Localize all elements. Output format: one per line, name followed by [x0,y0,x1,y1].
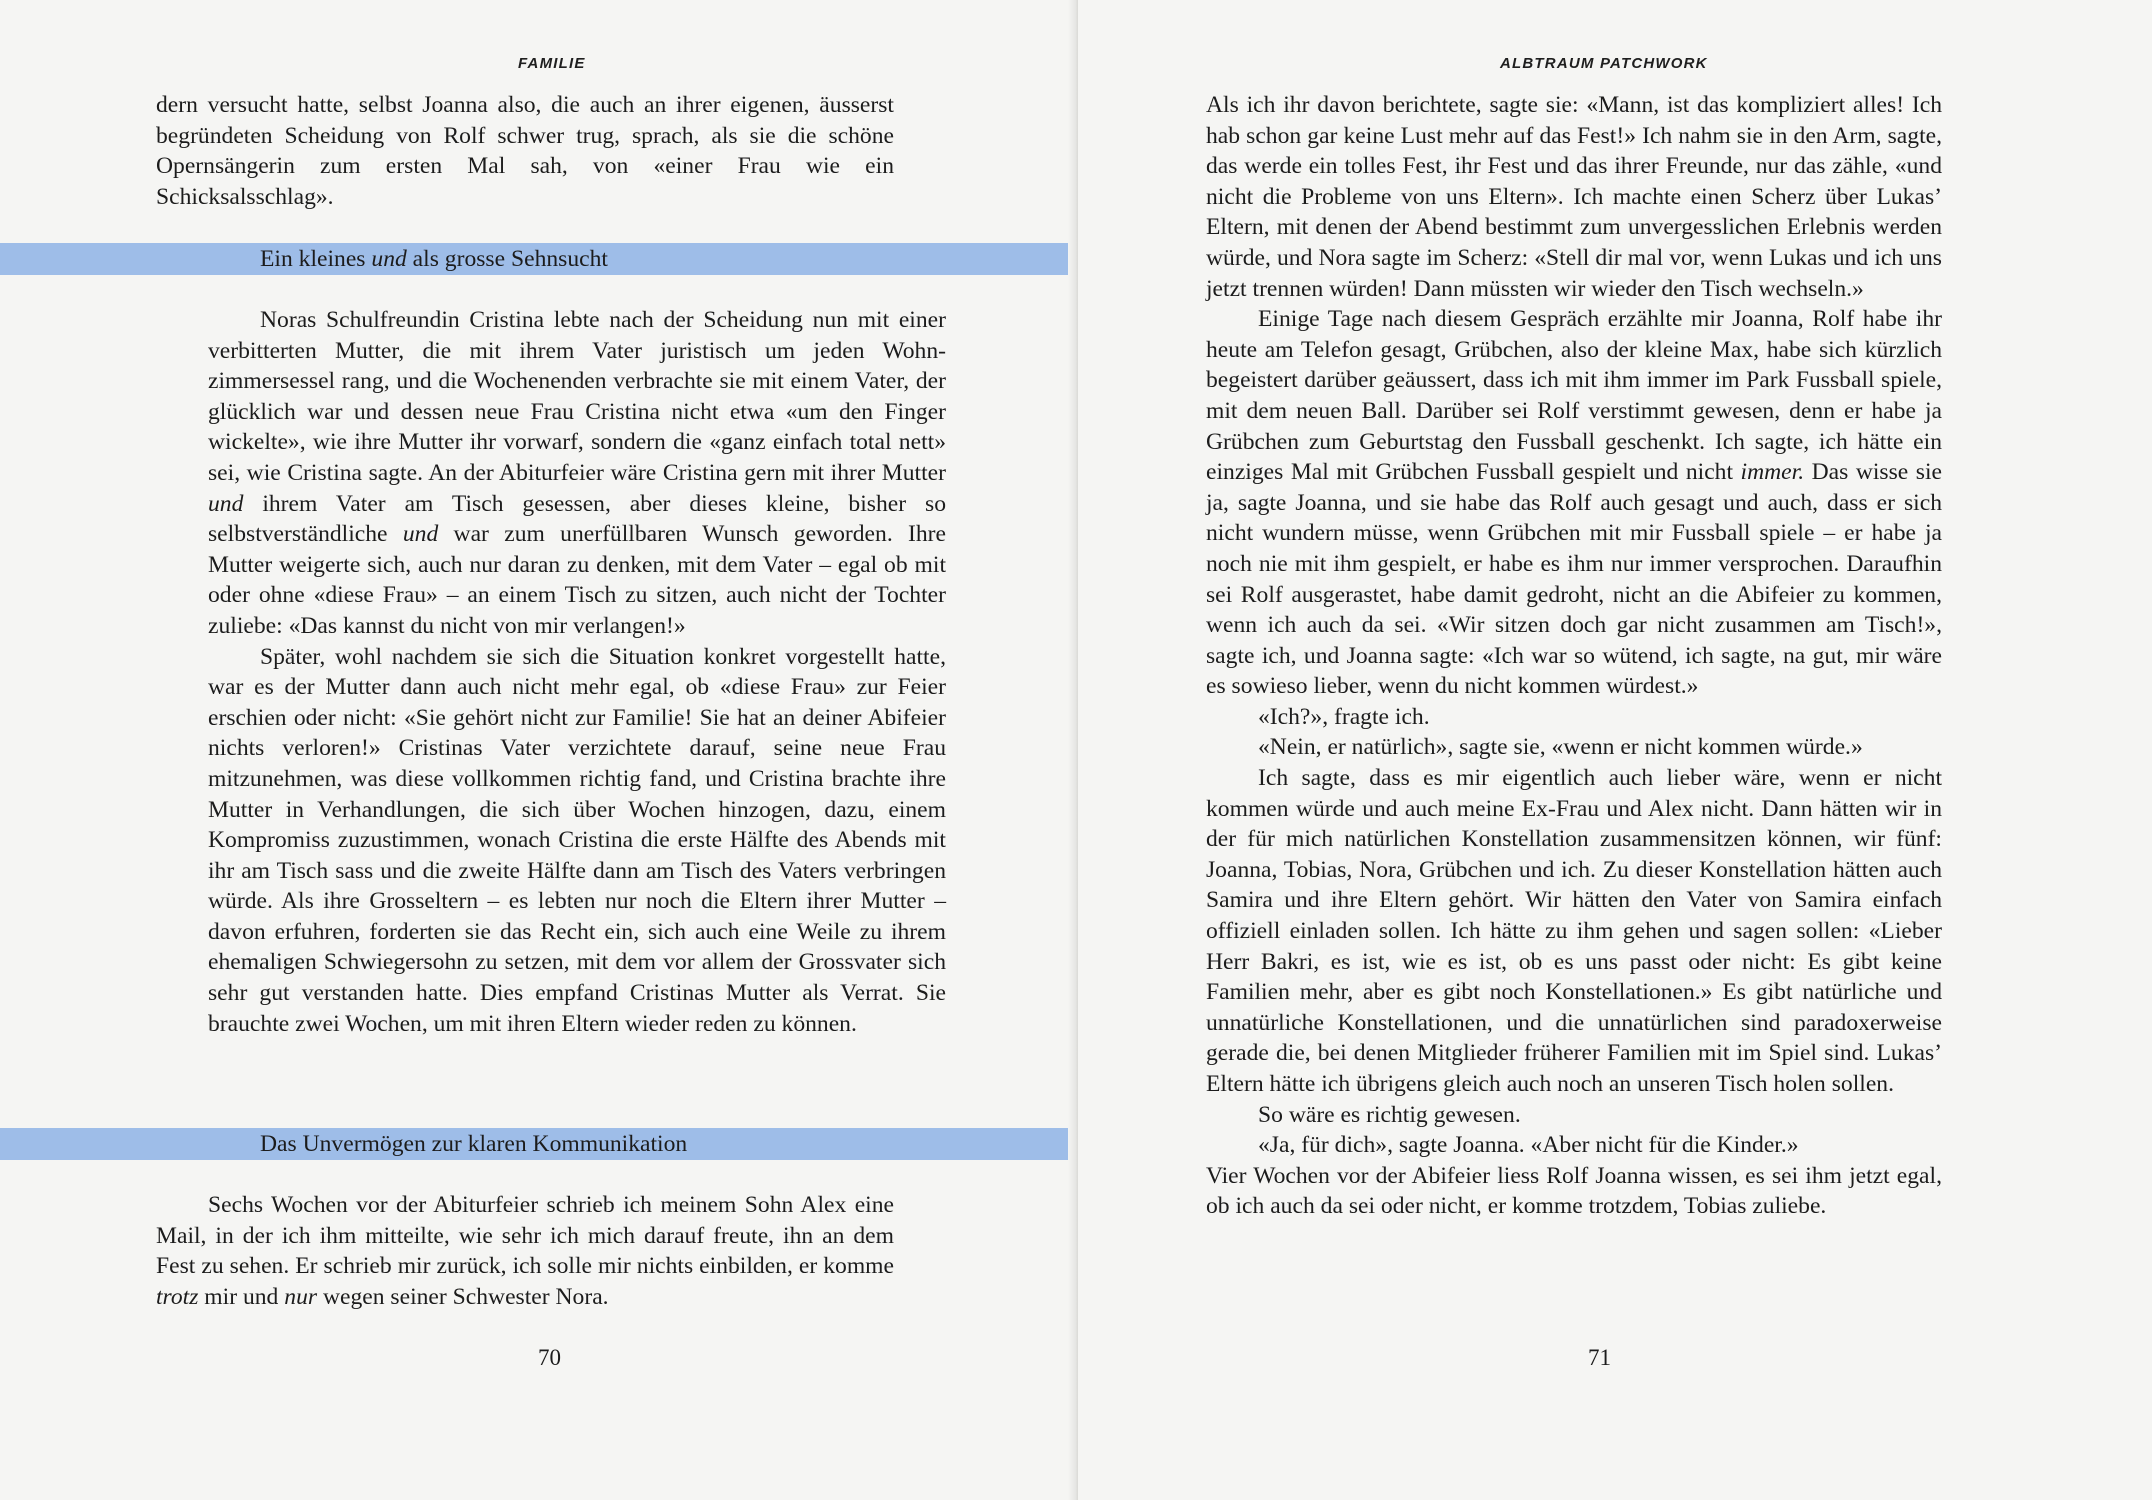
right-paragraph-6: So wäre es richtig gewesen. [1258,1101,1521,1128]
right-paragraph-2: Einige Tage nach diesem Gespräch erzählte mir Joanna, Rolf habe ihr heute am Telefon gesagt, Grübchen, also der kleine Max, habe sich kürzlich begeistert darüber geäussert, dass ich mit ihm immer im Park Fussball spiele, mit dem neuen Ball. Darüber sei Rolf verstimmt gewesen, denn er habe ja Grübchen zum Geburtstag den Fussball geschenkt. Ich sagte, ich hätte ein einziges Mal mit Grübchen Fussball gespielt und nicht immer. Das wisse sie ja, sagte Joanna, und sie habe das Rolf auch gesagt und auch, dass er sich nicht wundern müsse, wenn Grübchen mit mir Fussball spiele – er habe ja noch nie mit ihm gespielt, er habe es ihm nur immer versprochen. Daraufhin sei Rolf ausgerastet, habe damit gedroht, nicht an die Abifeier zu kommen, wenn ich auch da sei. «Wir sitzen doch gar nicht zusammen am Tisch!», sagte ich, und Joanna sagte: «Ich war so wütend, ich sagte, na gut, mir wäre es sowieso lieber, wenn du nicht kommen würdest.» [1206,306,1942,700]
right-paragraph-7: «Ja, für dich», sagte Joanna. «Aber nicht für die Kinder.» [1258,1132,1799,1159]
right-running-head: ALBTRAUM PATCHWORK [1500,55,1708,72]
left-page-number: 70 [538,1345,561,1370]
right-paragraph-1: Als ich ihr davon berichtete, sagte sie: «Mann, ist das kompliziert alles! Ich hab schon gar keine Lust mehr auf das Fest!» Ich nahm sie in den Arm, sagte, das werde ein tolles Fest, ihr Fest und das ihrer Freunde, nur das zähle, «und nicht die Probleme von uns Eltern». Ich machte einen Scherz über Lukas’ Eltern, mit denen der Abend bestimmt zum unvergesslichen Erlebnis werden würde, und Nora sagte im Scherz: «Stell dir mal vor, wenn Lukas und ich uns jetzt trennen würden! Dann müssten wir wieder den Tisch wechseln.» [1206,92,1942,302]
section-1-paragraph-2: Später, wohl nachdem sie sich die Situation konkret vorgestellt hatte, war es der Mutter dann auch nicht mehr egal, ob «diese Frau» zur Feier erschien oder nicht: «Sie gehört nicht zur Familie! Sie hat an deiner Abifeier nichts verloren!» Cristinas Vater verzichtete darauf, seine neue Frau mitzunehmen, was diese vollkommen richtig fand, und Cristina brachte ihre Mutter in Verhandlungen, die sich über Wochen hinzogen, dazu, einem Kompromiss zuzustimmen, wonach Cristina die erste Hälfte des Abends mit ihr am Tisch sass und die zweite Hälfte dann am Tisch des Vaters verbringen würde. Als ihre Grosseltern – es lebten nur noch die Eltern ihrer Mutter – davon erfuhren, forderten sie das Recht ein, sich auch eine Weile zu ihrem ehemaligen Schwiegersohn zu setzen, mit dem vor allem der Grossvater sich sehr gut verstanden hatte. Dies empfand Cristinas Mutter als Verrat. Sie brauchte zwei Wochen, um mit ihren Eltern wieder reden zu können. [208,643,946,1037]
right-paragraph-3: «Ich?», fragte ich. [1258,703,1430,730]
subheading-band-2 [0,1128,1075,1160]
right-page-number: 71 [1588,1345,1611,1370]
left-section-2-block [156,1190,894,1312]
subheading-band-1 [0,243,1075,275]
section-1-paragraph-1: Noras Schulfreundin Cristina lebte nach der Scheidung nun mit einer verbitterten Mutter, die mit ihrem Vater juristisch um jeden Wohnzimmersessel rang, und die Wochenenden verbrachte sie mit einem Vater, der glücklich war und dessen neue Frau Cristina nicht etwa «um den Finger wickelte», wie ihre Mutter ihr vorwarf, sondern die «ganz einfach total nett» sei, wie Cristina sagte. An der Abiturfeier wäre Cristina gern mit ihrer Mutter und ihrem Vater am Tisch gesessen, aber dieses kleine, bisher so selbstverständliche und war zum unerfüllbaren Wunsch geworden. Ihre Mutter weigerte sich, auch nur daran zu denken, mit dem Vater – egal ob mit oder ohne «diese Frau» – an einem Tisch zu sitzen, auch nicht der Tochter zuliebe: «Das kannst du nicht von mir verlangen!» [208,307,947,639]
right-page [1078,0,2152,1500]
right-paragraph-8: Vier Wochen vor der Abifeier liess Rolf Joanna wissen, es sei ihm jetzt egal, ob ich auch da sei oder nicht, er komme trotzdem, Tobias zuliebe. [1206,1162,1942,1220]
left-running-head: FAMILIE [518,55,586,72]
right-paragraph-4: «Nein, er natürlich», sagte sie, «wenn er nicht kommen würde.» [1258,734,1863,761]
right-text-block [1206,90,1942,1222]
left-intro-block [156,90,894,212]
intro-paragraph: dern versucht hatte, selbst Joanna also, die auch an ihrer eigenen, äusserst begründeten Scheidung von Rolf schwer trug, sprach, als sie die schöne Opernsängerin zum ersten Mal sah, von «einer Frau wie ein Schicksalsschlag». [156,92,894,210]
subheading-1: Ein kleines und als grosse Sehnsucht [260,246,608,272]
right-paragraph-5: Ich sagte, dass es mir eigentlich auch lieber wäre, wenn er nicht kommen würde und auch meine Ex-Frau und Alex nicht. Dann hätten wir in der für mich natürlichen Konstellation zusammensitzen können, wir fünf: Joanna, Tobias, Nora, Grübchen und ich. Zu dieser Konstellation hätten auch Samira und ihre Eltern gehört. Wir hätten den Vater von Samira einfach offiziell einladen sollen. Ich hätte zu ihm gehen und sagen sollen: «Lieber Herr Bakri, es ist, wie es ist, ob es uns passt oder nicht: Es gibt keine Familien mehr, aber es gibt noch Konstellationen.» Es gibt natürliche und unnatürliche Konstellationen, und die unnatürlichen sind paradoxerweise gerade die, bei denen Mitglieder früherer Familien mit im Spiel sind. Lukas’ Eltern hätte ich übrigens gleich auch noch an unseren Tisch holen sollen. [1206,765,1942,1097]
left-section-1-block [208,305,946,1039]
subheading-2: Das Unvermögen zur klaren Kommunikation [260,1131,688,1157]
section-2-paragraph-1: Sechs Wochen vor der Abiturfeier schrieb ich meinem Sohn Alex eine Mail, in der ich ihm mitteilte, wie sehr ich mich darauf freute, ihn an dem Fest zu sehen. Er schrieb mir zurück, ich solle mir nichts einbilden, er komme trotz mir und nur wegen seiner Schwester Nora. [156,1192,894,1310]
left-page [0,0,1075,1500]
